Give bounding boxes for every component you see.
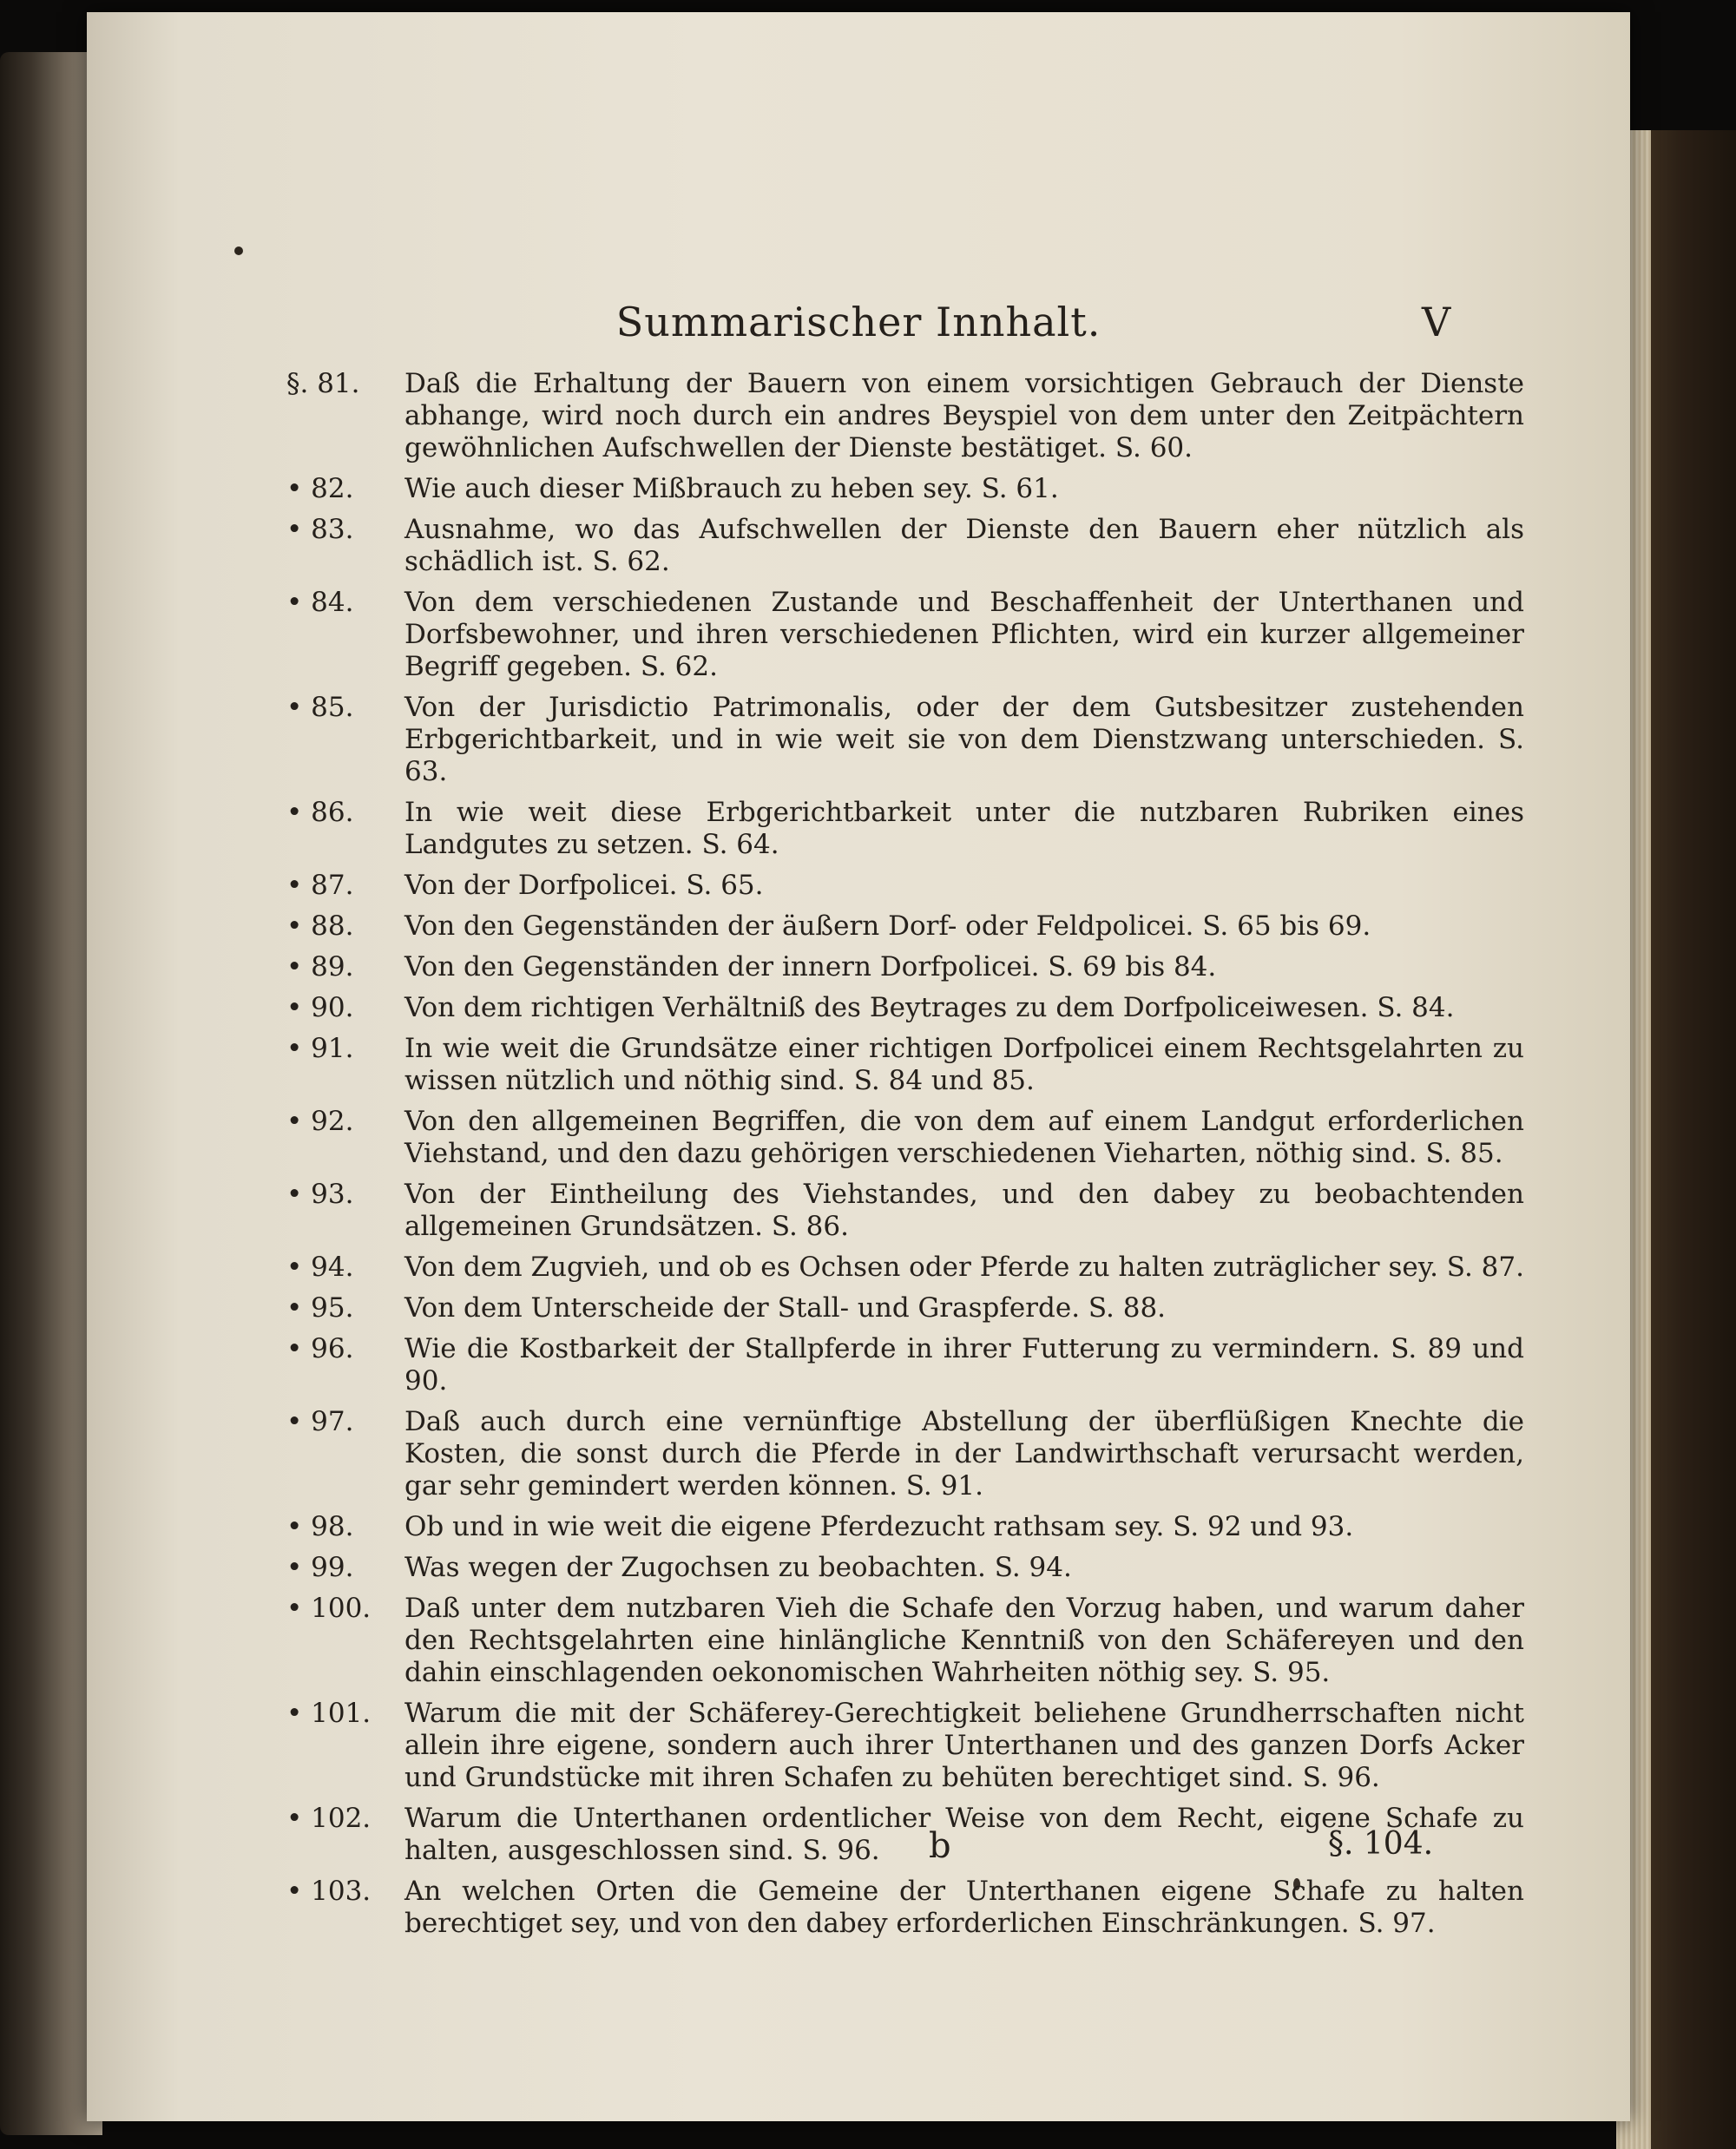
- entry-text: Von den Gegenständen der äußern Dorf- oder Feldpolicei. S. 65 bis 69.: [404, 910, 1371, 942]
- entry-text: Von dem richtigen Verhältniß des Beytrages zu dem Dorfpoliceiwesen. S. 84.: [404, 992, 1455, 1023]
- signature-mark: b: [929, 1826, 951, 1866]
- toc-entry: [87, 692, 1630, 788]
- page-number: V: [1422, 299, 1451, 345]
- toc-entry: [87, 910, 1630, 943]
- entry-marker: • 88.: [286, 910, 354, 942]
- toc-entry: [87, 870, 1630, 902]
- entry-marker: • 84.: [286, 587, 354, 618]
- toc-entry: [87, 1406, 1630, 1502]
- entry-marker: • 91.: [286, 1033, 354, 1064]
- toc-entry: [87, 1876, 1630, 1940]
- entry-marker: • 82.: [286, 473, 354, 504]
- entry-text: Wie auch dieser Mißbrauch zu heben sey. S. 61.: [404, 473, 1059, 504]
- entry-marker: • 86.: [286, 797, 354, 828]
- toc-entry: [87, 1333, 1630, 1397]
- toc-entry: [87, 1698, 1630, 1794]
- toc-entry: [87, 514, 1630, 578]
- entry-marker: §. 81.: [286, 368, 360, 399]
- entry-marker: • 97.: [286, 1406, 354, 1437]
- entry-text: Ausnahme, wo das Aufschwellen der Dienste den Bauern eher nützlich als schädlich ist. S. 62.: [404, 514, 1524, 577]
- entry-marker: • 83.: [286, 514, 354, 545]
- toc-entry: [87, 1033, 1630, 1097]
- entry-marker: • 98.: [286, 1511, 354, 1542]
- page-footer: [87, 1826, 1630, 1870]
- toc-entry: [87, 797, 1630, 861]
- toc-entry: [87, 1106, 1630, 1170]
- entry-text: Von der Eintheilung des Viehstandes, und den dabey zu beobachtenden allgemeinen Grundsätzen. S. 86.: [404, 1179, 1524, 1242]
- entry-marker: • 102.: [286, 1803, 372, 1834]
- entry-marker: • 87.: [286, 870, 354, 901]
- entry-text: Von den allgemeinen Begriffen, die von dem auf einem Landgut erforderlichen Viehstand, und den dazu gehörigen verschiedenen Vieharten, nöthig sind. S. 85.: [404, 1106, 1524, 1169]
- paper-stain: [234, 246, 243, 255]
- entry-text: Warum die Unterthanen ordentlicher Weise von dem Recht, eigene Schafe zu halten, ausgeschlossen sind. S. 96.: [404, 1803, 1524, 1866]
- toc-entry: [87, 992, 1630, 1024]
- running-title: Summarischer Innhalt.: [615, 299, 1101, 345]
- entry-text: Von der Jurisdictio Patrimonalis, oder der dem Gutsbesitzer zustehenden Erbgerichtbarkeit, und in wie weit sie von dem Dienstzwang unterschieden. S. 63.: [404, 692, 1524, 787]
- entry-text: Daß die Erhaltung der Bauern von einem vorsichtigen Gebrauch der Dienste abhange, wird noch durch ein andres Beyspiel von dem unter den Zeitpächtern gewöhnlichen Aufschwellen der Dienste bestätiget. S. 60.: [404, 368, 1524, 463]
- entry-marker: • 85.: [286, 692, 354, 723]
- entry-text: Von der Dorfpolicei. S. 65.: [404, 870, 764, 901]
- toc-entry: [87, 1292, 1630, 1324]
- entry-marker: • 101.: [286, 1698, 372, 1729]
- entry-marker: • 89.: [286, 951, 354, 982]
- entry-text: Von dem Unterscheide der Stall- und Graspferde. S. 88.: [404, 1292, 1167, 1324]
- entry-marker: • 92.: [286, 1106, 354, 1137]
- entry-text: Warum die mit der Schäferey-Gerechtigkeit beliehene Grundherrschaften nicht allein ihre eigene, sondern auch ihrer Unterthanen und des ganzen Dorfs Acker und Grundstücke mit ihren Schafen zu behüten berechtiget sind. S. 96.: [404, 1698, 1524, 1793]
- toc-entry: [87, 368, 1630, 464]
- entry-marker: • 90.: [286, 992, 354, 1023]
- entry-text: Von dem verschiedenen Zustande und Beschaffenheit der Unterthanen und Dorfsbewohner, und ihren verschiedenen Pflichten, wird ein kurzer allgemeiner Begriff gegeben. S. 62.: [404, 587, 1524, 682]
- entry-text: An welchen Orten die Gemeine der Unterthanen eigene Schafe zu halten berechtiget sey, und von den dabey erforderlichen Einschränkungen. S. 97.: [404, 1876, 1524, 1939]
- entry-marker: • 93.: [286, 1179, 354, 1210]
- entry-text: Von den Gegenständen der innern Dorfpolicei. S. 69 bis 84.: [404, 951, 1217, 982]
- entry-marker: • 100.: [286, 1593, 372, 1624]
- catchword: §. 104.: [1328, 1826, 1434, 1862]
- entry-text: Daß unter dem nutzbaren Vieh die Schafe den Vorzug haben, und warum daher den Rechtsgelahrten eine hinlängliche Kenntniß von den Schäfereyen und den dahin einschlagenden oekonomischen Wahrheiten nöthig sey. S. 95.: [404, 1593, 1524, 1688]
- entry-text: Was wegen der Zugochsen zu beobachten. S. 94.: [404, 1552, 1072, 1583]
- entry-marker: • 94.: [286, 1252, 354, 1283]
- toc-entry: [87, 1511, 1630, 1543]
- table-of-contents: [87, 368, 1630, 1949]
- toc-entry: [87, 1552, 1630, 1584]
- toc-entry: [87, 473, 1630, 505]
- entry-text: Wie die Kostbarkeit der Stallpferde in ihrer Futterung zu vermindern. S. 89 und 90.: [404, 1333, 1524, 1397]
- book-page: [87, 12, 1630, 2121]
- toc-entry: [87, 1593, 1630, 1689]
- toc-entry: [87, 1252, 1630, 1284]
- toc-entry: [87, 951, 1630, 983]
- page-header: [87, 299, 1630, 359]
- entry-marker: • 103.: [286, 1876, 372, 1907]
- entry-marker: • 96.: [286, 1333, 354, 1364]
- entry-marker: • 99.: [286, 1552, 354, 1583]
- entry-text: Von dem Zugvieh, und ob es Ochsen oder Pferde zu halten zuträglicher sey. S. 87.: [404, 1252, 1524, 1283]
- toc-entry: [87, 1179, 1630, 1243]
- entry-text: Daß auch durch eine vernünftige Abstellung der überflüßigen Knechte die Kosten, die sonst durch die Pferde in der Landwirthschaft verursacht werden, gar sehr gemindert werden können. S. 91.: [404, 1406, 1524, 1502]
- entry-text: Ob und in wie weit die eigene Pferdezucht rathsam sey. S. 92 und 93.: [404, 1511, 1354, 1542]
- entry-text: In wie weit diese Erbgerichtbarkeit unter die nutzbaren Rubriken eines Landgutes zu setzen. S. 64.: [404, 797, 1524, 860]
- entry-marker: • 95.: [286, 1292, 354, 1324]
- toc-entry: [87, 587, 1630, 683]
- entry-text: In wie weit die Grundsätze einer richtigen Dorfpolicei einem Rechtsgelahrten zu wissen nützlich und nöthig sind. S. 84 und 85.: [404, 1033, 1524, 1096]
